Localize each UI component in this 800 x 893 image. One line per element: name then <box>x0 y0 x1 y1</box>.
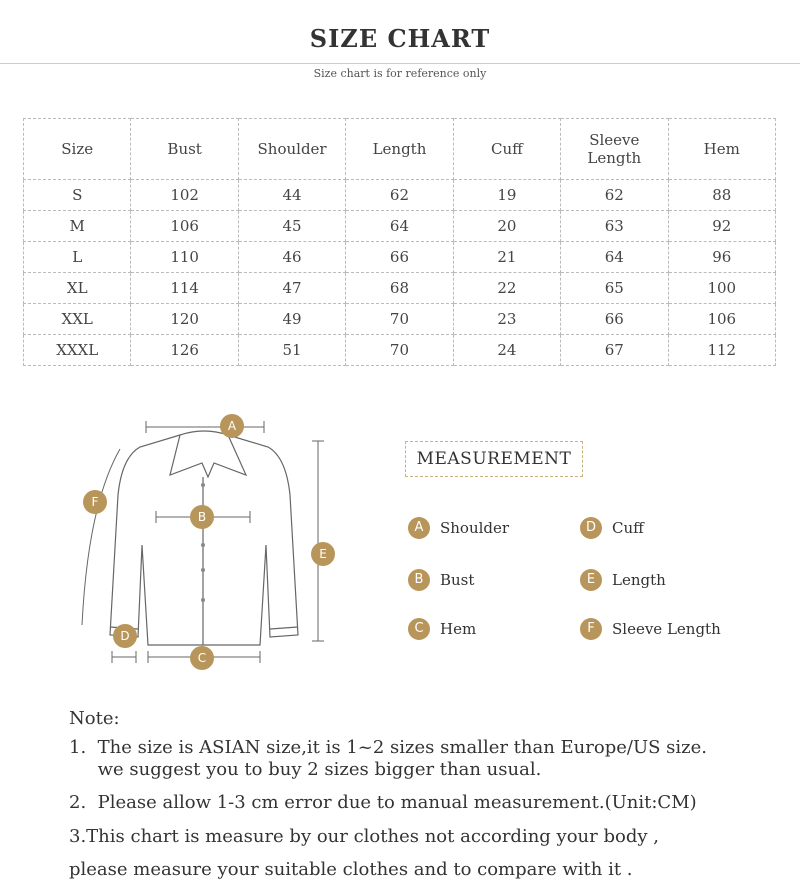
marker-f <box>83 490 107 514</box>
table-cell: 106 <box>668 303 775 334</box>
note-line: 1. The size is ASIAN size,it is 1~2 sizes smaller than Europe/US size. <box>69 737 708 758</box>
table-cell: 106 <box>131 210 238 241</box>
table-row <box>24 210 776 241</box>
note-line: 2. Please allow 1-3 cm error due to manual measurement.(Unit:CM) <box>69 792 697 813</box>
table-cell: 63 <box>561 210 668 241</box>
badge-d: D <box>580 517 602 539</box>
legend-item-hem <box>408 618 476 640</box>
table-cell: S <box>24 179 131 210</box>
svg-text:C: C <box>197 651 207 665</box>
badge-b: B <box>408 569 430 591</box>
table-cell: 20 <box>453 210 560 241</box>
table-cell: 44 <box>238 179 345 210</box>
table-row <box>24 303 776 334</box>
page-title: SIZE CHART <box>309 24 491 53</box>
badge-e: E <box>580 569 602 591</box>
table-cell: 96 <box>668 241 775 272</box>
column-header: Hem <box>668 119 775 180</box>
legend-item-sleeve-length <box>580 618 721 640</box>
shirt-collar <box>170 431 246 477</box>
table-cell: 47 <box>238 272 345 303</box>
legend-label: Cuff <box>612 519 644 537</box>
table-cell: XL <box>24 272 131 303</box>
legend-item-length <box>580 569 666 591</box>
column-header: Bust <box>131 119 238 180</box>
table-cell: 110 <box>131 241 238 272</box>
legend-label: Bust <box>440 571 475 589</box>
legend-item-bust <box>408 569 474 591</box>
table-cell: 100 <box>668 272 775 303</box>
svg-text:D: D <box>120 629 130 643</box>
legend-item-cuff <box>580 517 644 539</box>
table-cell: 112 <box>668 334 775 365</box>
badge-c: C <box>408 618 430 640</box>
table-cell: 22 <box>453 272 560 303</box>
size-table <box>23 118 776 366</box>
table-cell: 62 <box>346 179 453 210</box>
svg-text:A: A <box>227 419 237 433</box>
page-subtitle: Size chart is for reference only <box>313 67 487 80</box>
table-cell: 64 <box>561 241 668 272</box>
table-cell: 70 <box>346 334 453 365</box>
column-header: Shoulder <box>238 119 345 180</box>
table-cell: 66 <box>346 241 453 272</box>
badge-f: F <box>580 618 602 640</box>
table-cell: 70 <box>346 303 453 334</box>
table-header-row <box>24 119 776 180</box>
svg-text:E: E <box>319 547 327 561</box>
table-cell: 120 <box>131 303 238 334</box>
table-cell: 92 <box>668 210 775 241</box>
svg-text:B: B <box>197 510 207 524</box>
table-cell: 19 <box>453 179 560 210</box>
table-row <box>24 179 776 210</box>
table-cell: 21 <box>453 241 560 272</box>
column-header: Size <box>24 119 131 180</box>
table-row <box>24 272 776 303</box>
table-cell: XXL <box>24 303 131 334</box>
legend-label: Length <box>612 571 666 589</box>
note-line: please measure your suitable clothes and to compare with it . <box>69 859 633 880</box>
table-cell: 49 <box>238 303 345 334</box>
table-cell: 45 <box>238 210 345 241</box>
table-cell: 126 <box>131 334 238 365</box>
table-cell: 67 <box>561 334 668 365</box>
shirt-diagram <box>70 405 370 675</box>
measurement-heading: MEASUREMENT <box>405 441 583 477</box>
column-header: Cuff <box>453 119 560 180</box>
column-header: Length <box>346 119 453 180</box>
table-cell: 65 <box>561 272 668 303</box>
table-cell: 24 <box>453 334 560 365</box>
table-row <box>24 241 776 272</box>
table-cell: XXXL <box>24 334 131 365</box>
badge-a: A <box>408 517 430 539</box>
table-cell: 102 <box>131 179 238 210</box>
note-line: 3.This chart is measure by our clothes not according your body , <box>69 826 659 847</box>
table-cell: L <box>24 241 131 272</box>
marker-a <box>220 414 244 438</box>
marker-e <box>311 542 335 566</box>
table-cell: 62 <box>561 179 668 210</box>
marker-c <box>190 646 214 670</box>
legend-label: Shoulder <box>440 519 510 537</box>
title-divider <box>0 63 800 64</box>
legend-item-shoulder <box>408 517 509 539</box>
legend-label: Hem <box>440 620 477 638</box>
table-cell: 51 <box>238 334 345 365</box>
note-line: we suggest you to buy 2 sizes bigger than usual. <box>69 759 542 780</box>
table-row <box>24 334 776 365</box>
table-cell: 46 <box>238 241 345 272</box>
table-cell: 23 <box>453 303 560 334</box>
table-cell: 68 <box>346 272 453 303</box>
table-cell: 88 <box>668 179 775 210</box>
table-cell: 114 <box>131 272 238 303</box>
marker-d <box>113 624 137 648</box>
table-cell: M <box>24 210 131 241</box>
table-cell: 66 <box>561 303 668 334</box>
marker-b <box>190 505 214 529</box>
column-header: Sleeve Length <box>561 119 668 180</box>
notes-heading: Note: <box>69 708 120 729</box>
legend-label: Sleeve Length <box>612 620 721 638</box>
svg-text:F: F <box>91 495 99 509</box>
table-cell: 64 <box>346 210 453 241</box>
